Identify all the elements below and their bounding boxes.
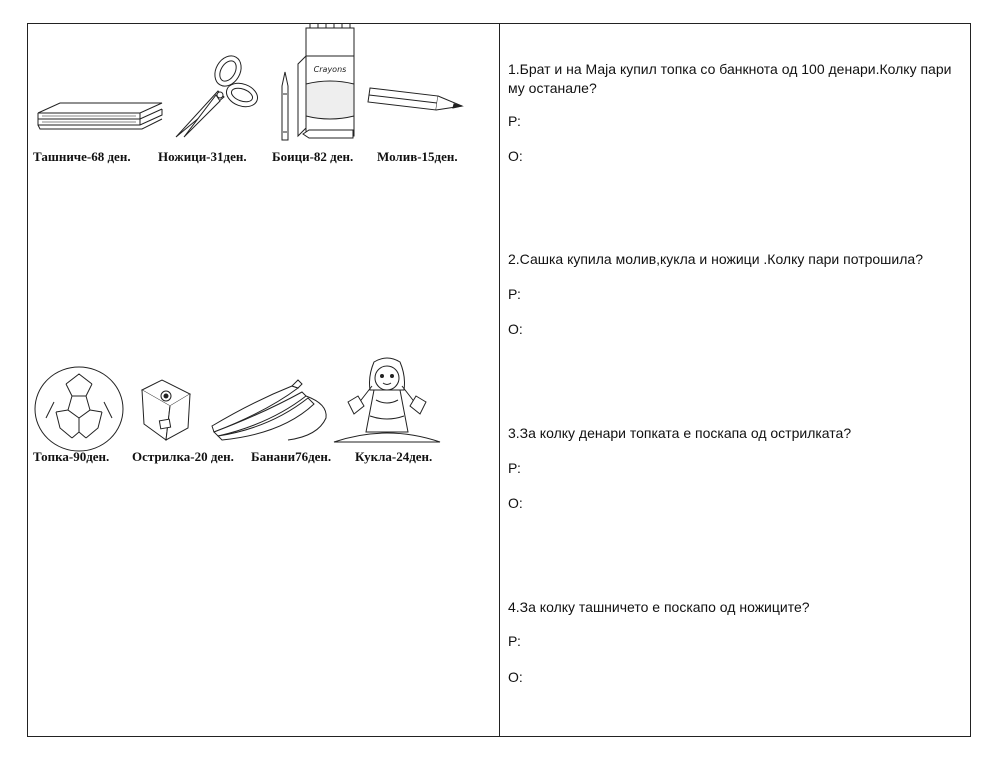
question-2-o-label[interactable]: О: [508, 321, 523, 337]
column-divider [499, 24, 500, 736]
item-label-pencil: Молив-15ден. [377, 149, 458, 164]
item-label-scissors: Ножици-31ден. [158, 149, 247, 164]
item-label-bananas: Банани76ден. [251, 449, 332, 464]
question-1-o-label[interactable]: О: [508, 148, 523, 164]
worksheet [27, 23, 971, 737]
item-label-sharpener: Острилка-20 ден. [132, 449, 234, 464]
question-4-r-label[interactable]: Р: [508, 633, 521, 649]
notebook-icon [36, 99, 164, 133]
item-label-doll: Кукла-24ден. [355, 449, 433, 464]
item-label-ball: Топка-90ден. [33, 449, 110, 464]
item-label-crayons: Боици-82 ден. [272, 149, 354, 164]
item-label-notebook: Ташниче-68 ден. [33, 149, 131, 164]
bananas-icon [206, 378, 332, 442]
question-1: 1.Брат и на Маја купил топка со банкнота од 100 денари.Колку пари му останале? [508, 61, 952, 96]
question-4-o-label[interactable]: О: [508, 669, 523, 685]
question-4: 4.За колку ташничето е поскапо од ножиците? [508, 599, 810, 615]
doll-icon [334, 356, 440, 444]
sharpener-icon [136, 376, 196, 442]
crayons-icon [273, 24, 368, 142]
scissors-icon [170, 51, 260, 141]
question-3: 3.За колку денари топката е поскапа од острилката? [508, 425, 852, 441]
ball-icon [34, 366, 124, 452]
crayons-box-text: Crayons [313, 65, 347, 74]
question-2: 2.Сашка купила молив,кукла и ножици .Колку пари потрошила? [508, 251, 923, 267]
question-2-r-label[interactable]: Р: [508, 286, 521, 302]
pencil-icon [366, 84, 466, 116]
question-3-o-label[interactable]: О: [508, 495, 523, 511]
question-3-r-label[interactable]: Р: [508, 460, 521, 476]
question-1-r-label[interactable]: Р: [508, 113, 521, 129]
